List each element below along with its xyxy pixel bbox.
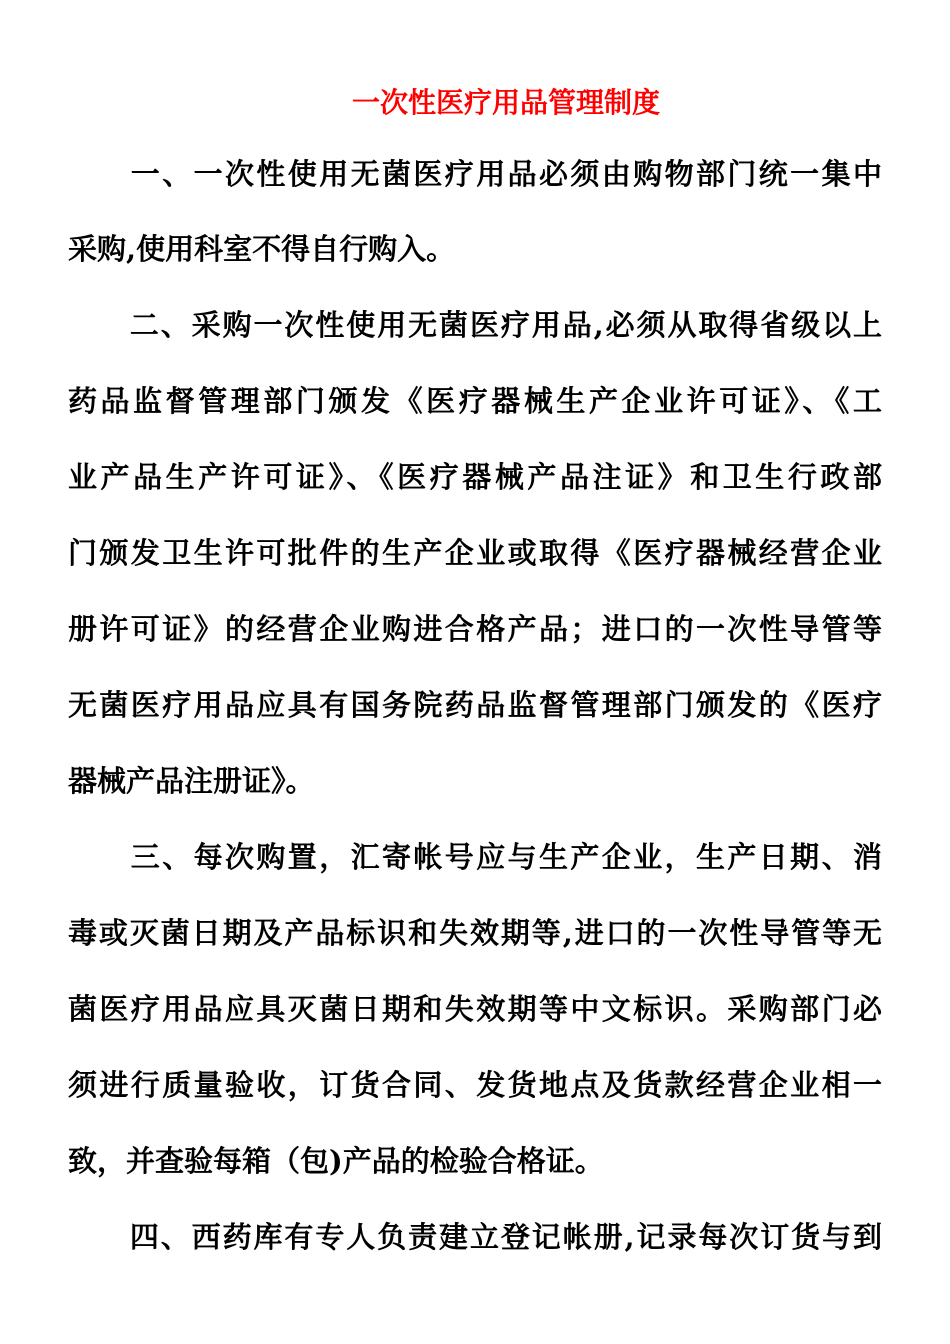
text-line: 业产品生产许可证》、《医疗器械产品注证》和卫生行政部	[68, 460, 882, 494]
text-line: 毒或灭菌日期及产品标识和失效期等,进口的一次性导管等无	[68, 916, 882, 950]
text-line: 采购,使用科室不得自行购入。	[68, 232, 456, 266]
text-line: 致，并查验每箱（包)产品的检验合格证。	[68, 1144, 604, 1178]
text-line: 四、西药库有专人负责建立登记帐册,记录每次订货与到	[68, 1220, 882, 1254]
text-line: 册许可证》的经营企业购进合格产品；进口的一次性导管等	[68, 612, 882, 646]
text-line: 无菌医疗用品应具有国务院药品监督管理部门颁发的《医疗	[68, 688, 882, 722]
text-line: 菌医疗用品应具灭菌日期和失效期等中文标识。采购部门必	[68, 992, 882, 1026]
text-line: 三、每次购置，汇寄帐号应与生产企业，生产日期、消	[68, 840, 882, 874]
text-line: 二、采购一次性使用无菌医疗用品,必须从取得省级以上	[68, 308, 882, 342]
text-line: 须进行质量验收，订货合同、发货地点及货款经营企业相一	[68, 1068, 882, 1102]
document-title: 一次性医疗用品管理制度	[351, 86, 660, 119]
text-line: 药品监督管理部门颁发《医疗器械生产企业许可证》、《工	[68, 384, 882, 418]
text-line: 器械产品注册证》。	[68, 764, 315, 798]
text-line: 一、一次性使用无菌医疗用品必须由购物部门统一集中	[68, 157, 882, 191]
text-line: 门颁发卫生许可批件的生产企业或取得《医疗器械经营企业	[68, 536, 882, 570]
